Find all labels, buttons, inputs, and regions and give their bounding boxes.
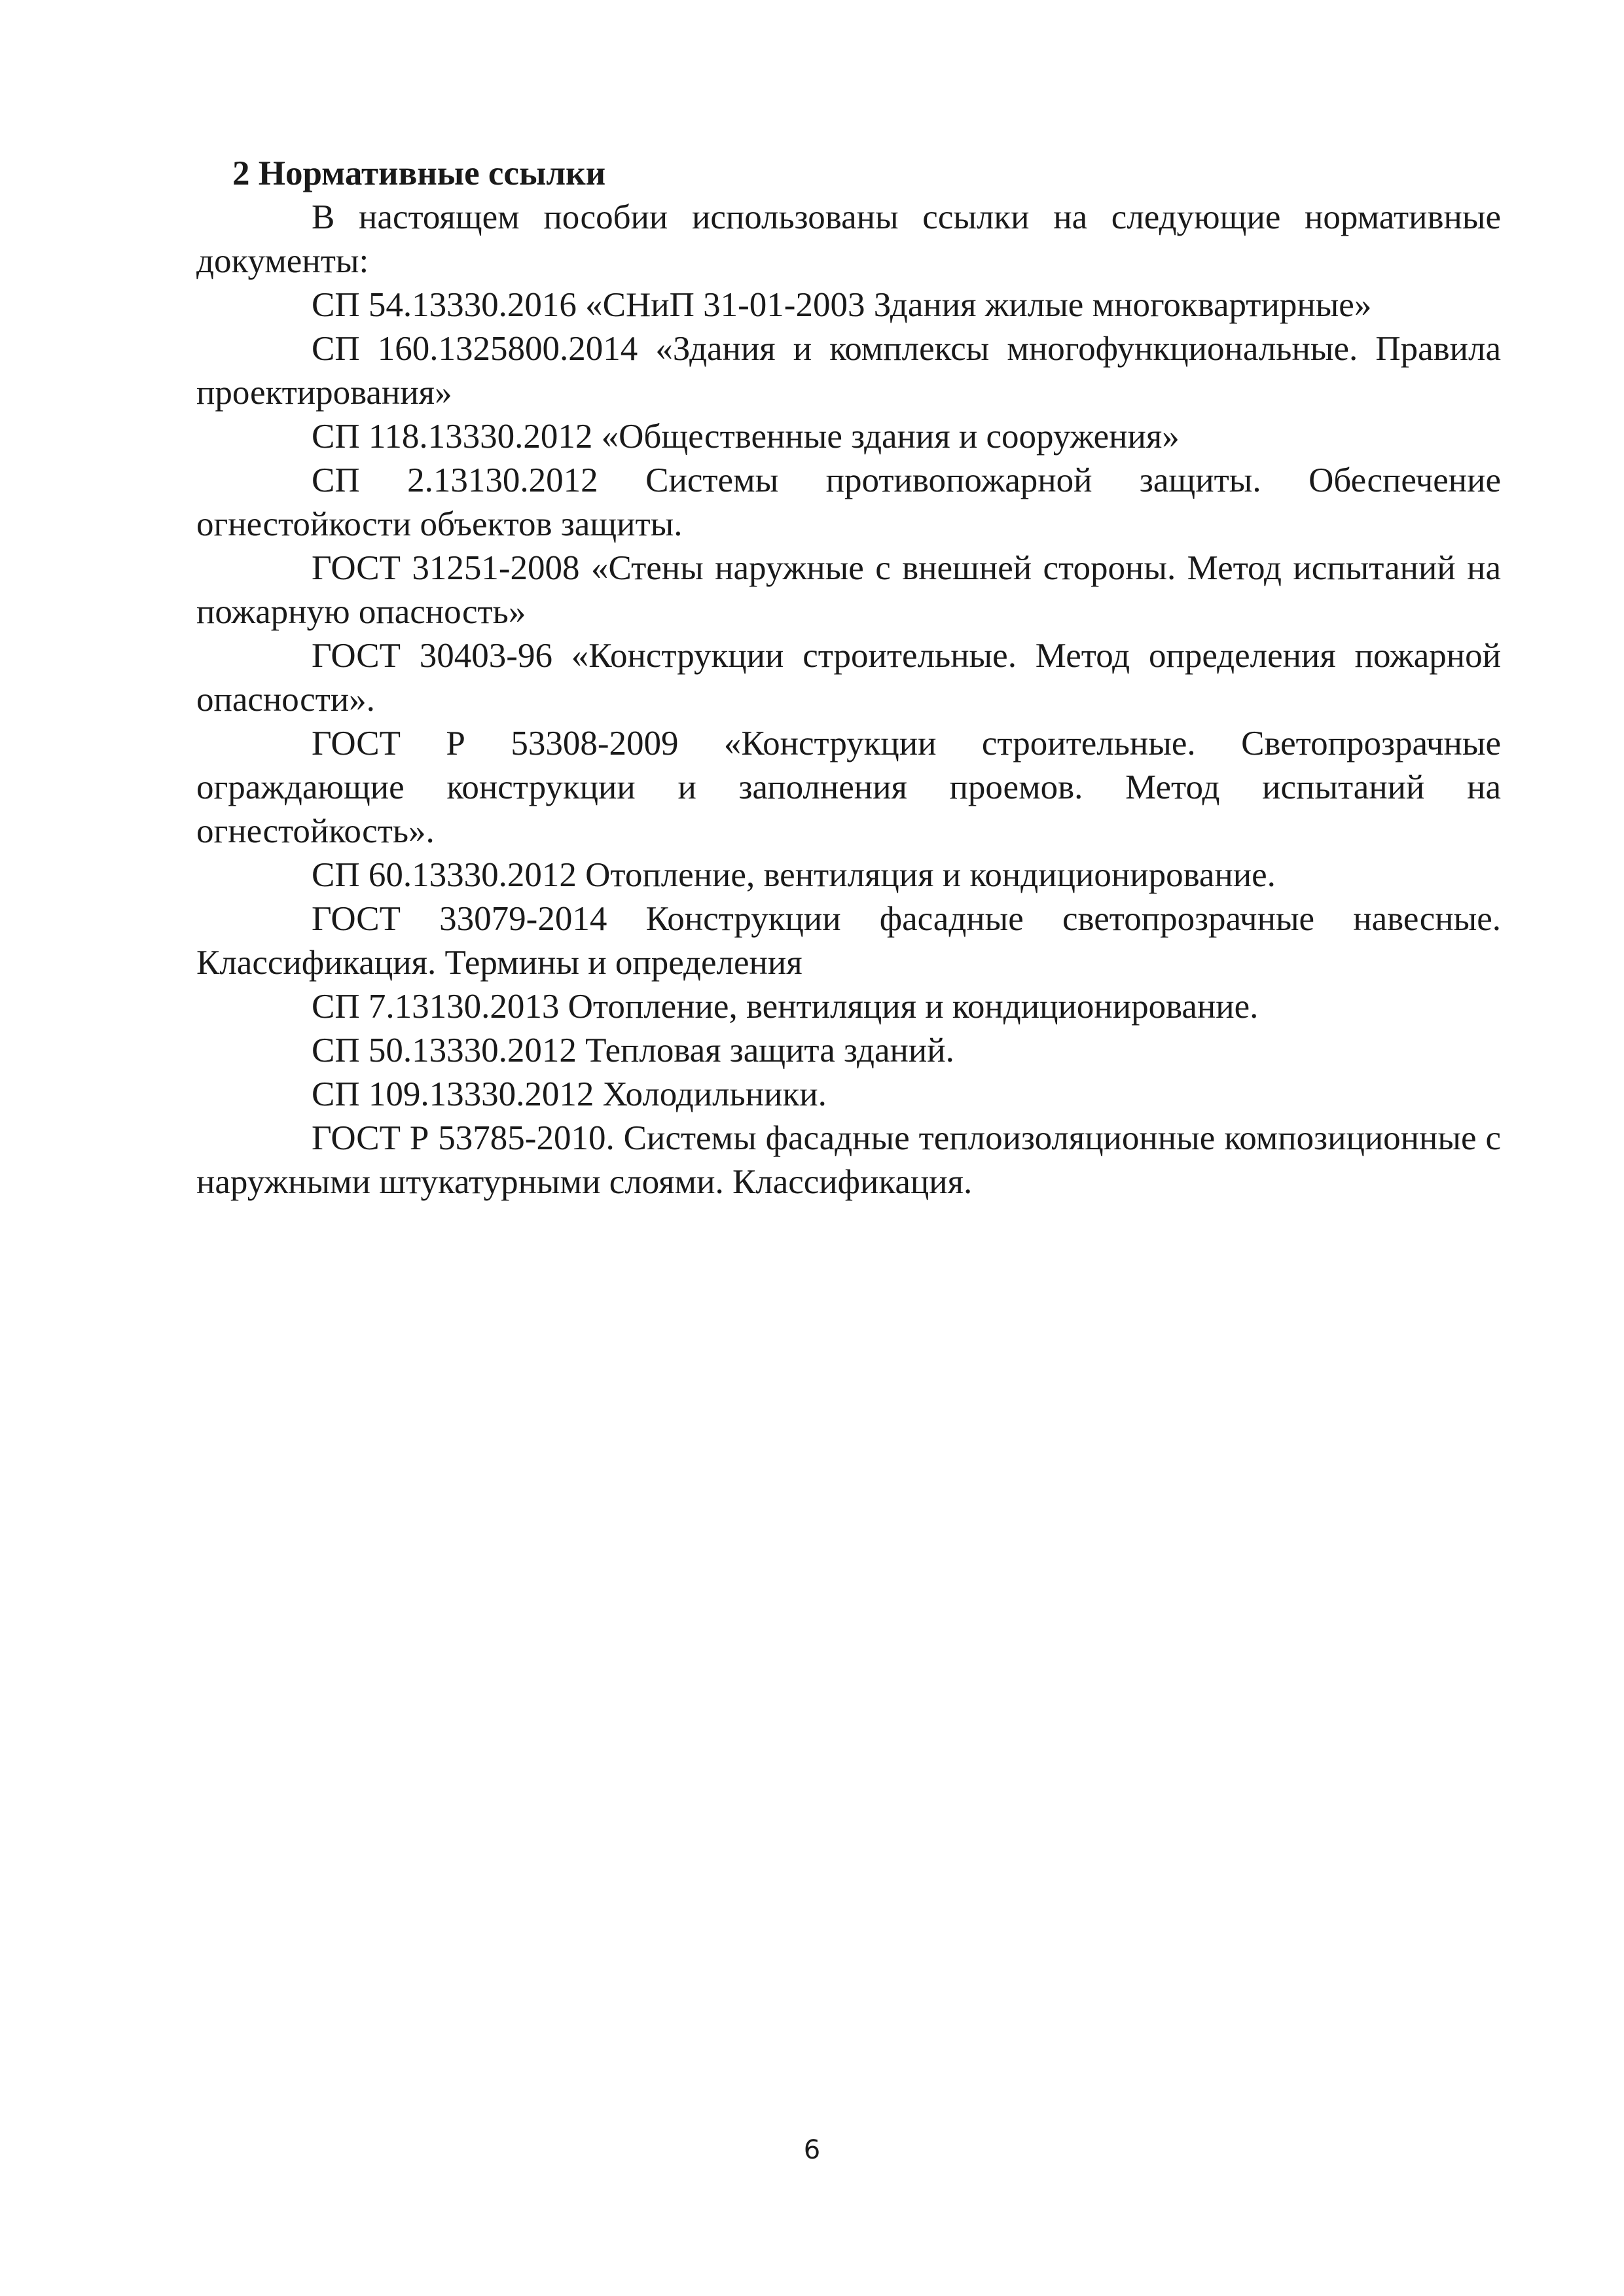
reference-item: ГОСТ Р 53785-2010. Системы фасадные теплоизоляционные композиционные с наружными штукатурными слоями. Классификация. [196,1119,1501,1201]
reference-item: СП 54.13330.2016 «СНиП 31-01-2003 Здания жилые многоквартирные» [312,286,1372,324]
reference-item: СП 2.13130.2012 Системы противопожарной защиты. Обеспечение огнестойкости объектов защиты. [196,461,1501,543]
reference-item: СП 118.13330.2012 «Общественные здания и сооружения» [312,418,1180,456]
page-number: 6 [803,2135,821,2165]
reference-item: СП 60.13330.2012 Отопление, вентиляция и кондиционирование. [312,856,1276,894]
reference-item: СП 160.1325800.2014 «Здания и комплексы многофункциональные. Правила проектирования» [196,330,1501,412]
section-heading: 2 Нормативные ссылки [232,154,606,192]
reference-item: ГОСТ 33079-2014 Конструкции фасадные светопрозрачные навесные. Классификация. Термины и определения [196,900,1501,982]
reference-item: ГОСТ 30403-96 «Конструкции строительные. Метод определения пожарной опасности». [196,637,1501,719]
intro-paragraph: В настоящем пособии использованы ссылки на следующие нормативные документы: [196,198,1501,280]
reference-item: СП 7.13130.2013 Отопление, вентиляция и кондиционирование. [312,988,1259,1026]
reference-item: СП 109.13330.2012 Холодильники. [312,1075,827,1113]
document-body [196,152,1501,1204]
reference-item: СП 50.13330.2012 Тепловая защита зданий. [312,1031,954,1069]
reference-item: ГОСТ 31251-2008 «Стены наружные с внешней стороны. Метод испытаний на пожарную опасность» [196,549,1501,631]
reference-item: ГОСТ Р 53308-2009 «Конструкции строительные. Светопрозрачные ограждающие конструкции и заполнения проемов. Метод испытаний на огнестойкость». [196,725,1501,850]
